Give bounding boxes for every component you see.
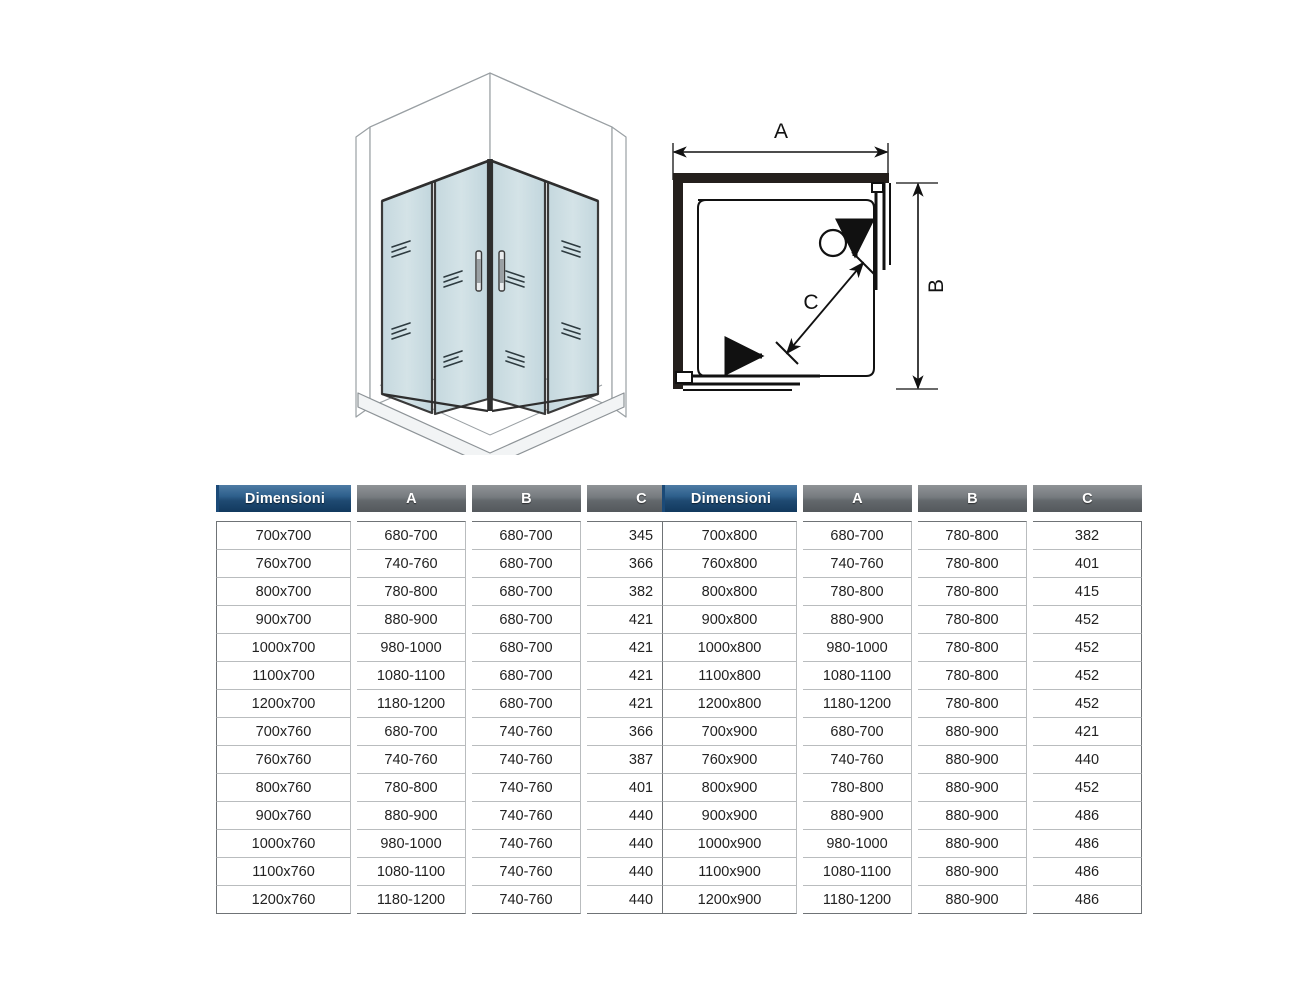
- table-cell-b: 780-800: [918, 521, 1027, 550]
- table-cell-c: 421: [1033, 718, 1142, 746]
- table-cell-b: 680-700: [472, 521, 581, 550]
- table-row: [216, 858, 696, 886]
- corner-mullion: [487, 159, 493, 411]
- table-cell-a: 740-760: [357, 550, 466, 578]
- sliding-panel-right: [872, 183, 890, 290]
- table-cell-dimensioni: 1200x760: [216, 886, 351, 914]
- table-cell-c: 440: [587, 802, 696, 830]
- table-cell-b: 780-800: [918, 606, 1027, 634]
- table-cell-a: 680-700: [357, 718, 466, 746]
- table-header: [216, 485, 696, 512]
- table-cell-c: 440: [587, 858, 696, 886]
- table-cell-c: 382: [1033, 521, 1142, 550]
- table-cell-c: 421: [587, 690, 696, 718]
- table-cell-b: 740-760: [472, 830, 581, 858]
- table-row: [216, 578, 696, 606]
- dimension-b: [896, 183, 948, 389]
- table-cell-a: 880-900: [357, 802, 466, 830]
- drain-icon: [820, 230, 846, 256]
- table-cell-a: 1180-1200: [357, 690, 466, 718]
- door-handle-left[interactable]: [476, 251, 482, 291]
- table-cell-dimensioni: 1000x900: [662, 830, 797, 858]
- table-cell-a: 880-900: [357, 606, 466, 634]
- table-cell-dimensioni: 1100x700: [216, 662, 351, 690]
- table-row: [662, 718, 1142, 746]
- dimensions-table-left-wrap: [216, 485, 696, 914]
- table-cell-b: 740-760: [472, 802, 581, 830]
- table-cell-b: 880-900: [918, 858, 1027, 886]
- table-cell-b: 780-800: [918, 578, 1027, 606]
- table-cell-a: 780-800: [803, 578, 912, 606]
- table-cell-a: 980-1000: [803, 830, 912, 858]
- table-cell-c: 440: [587, 886, 696, 914]
- technical-drawings: [0, 0, 1309, 470]
- table-cell-a: 1180-1200: [803, 690, 912, 718]
- table-row: [662, 662, 1142, 690]
- table-cell-a: 980-1000: [357, 830, 466, 858]
- dimension-a-label: A: [773, 120, 789, 143]
- table-row: [216, 718, 696, 746]
- table-cell-c: 345: [587, 521, 696, 550]
- dimension-a: [673, 120, 888, 180]
- table-row: [662, 578, 1142, 606]
- table-cell-dimensioni: 900x800: [662, 606, 797, 634]
- table-cell-dimensioni: 1100x900: [662, 858, 797, 886]
- table-cell-c: 401: [1033, 550, 1142, 578]
- dimension-c-label: C: [803, 291, 819, 314]
- table-cell-a: 680-700: [357, 521, 466, 550]
- table-cell-c: 382: [587, 578, 696, 606]
- table-cell-dimensioni: 700x800: [662, 521, 797, 550]
- table-cell-a: 880-900: [803, 802, 912, 830]
- table-row: [662, 746, 1142, 774]
- table-row: [662, 774, 1142, 802]
- table-row: [216, 634, 696, 662]
- table-cell-b: 740-760: [472, 886, 581, 914]
- table-cell-dimensioni: 760x800: [662, 550, 797, 578]
- table-cell-dimensioni: 760x700: [216, 550, 351, 578]
- table-row: [662, 886, 1142, 914]
- table-header: [662, 485, 1142, 512]
- table-cell-b: 740-760: [472, 858, 581, 886]
- table-cell-dimensioni: 800x760: [216, 774, 351, 802]
- table-row: [216, 802, 696, 830]
- table-cell-c: 486: [1033, 858, 1142, 886]
- table-cell-a: 1180-1200: [357, 886, 466, 914]
- table-cell-c: 486: [1033, 802, 1142, 830]
- table-cell-b: 680-700: [472, 578, 581, 606]
- table-cell-b: 680-700: [472, 690, 581, 718]
- table-cell-dimensioni: 700x700: [216, 521, 351, 550]
- table-cell-b: 680-700: [472, 550, 581, 578]
- table-row: [216, 662, 696, 690]
- column-header-dimensioni: Dimensioni: [216, 485, 351, 512]
- table-cell-c: 421: [587, 634, 696, 662]
- dimensions-table-right: [662, 485, 1142, 914]
- glass-panel-left-outer: [382, 182, 432, 413]
- table-cell-c: 401: [587, 774, 696, 802]
- table-cell-b: 780-800: [918, 550, 1027, 578]
- table-cell-a: 740-760: [357, 746, 466, 774]
- table-cell-b: 680-700: [472, 634, 581, 662]
- dimensions-table-left: [216, 485, 696, 914]
- table-row: [662, 550, 1142, 578]
- table-cell-dimensioni: 900x700: [216, 606, 351, 634]
- dimension-b-label: B: [925, 278, 948, 294]
- table-row: [662, 802, 1142, 830]
- dimensions-table-right-wrap: [662, 485, 1142, 914]
- table-row: [216, 550, 696, 578]
- column-header-a: A: [357, 485, 466, 512]
- glass-panel-right-outer: [548, 182, 598, 413]
- table-cell-c: 452: [1033, 662, 1142, 690]
- table-row: [662, 606, 1142, 634]
- table-cell-c: 452: [1033, 634, 1142, 662]
- table-cell-c: 452: [1033, 690, 1142, 718]
- table-row: [216, 746, 696, 774]
- table-cell-c: 421: [587, 662, 696, 690]
- table-cell-dimensioni: 1000x800: [662, 634, 797, 662]
- table-body: [216, 521, 696, 914]
- table-cell-a: 740-760: [803, 746, 912, 774]
- table-cell-c: 440: [587, 830, 696, 858]
- table-cell-b: 880-900: [918, 886, 1027, 914]
- column-header-dimensioni: Dimensioni: [662, 485, 797, 512]
- table-cell-dimensioni: 1100x800: [662, 662, 797, 690]
- table-cell-a: 1080-1100: [803, 662, 912, 690]
- table-cell-c: 486: [1033, 886, 1142, 914]
- table-row: [216, 774, 696, 802]
- table-cell-b: 680-700: [472, 662, 581, 690]
- table-row: [662, 858, 1142, 886]
- column-header-c: C: [1033, 485, 1142, 512]
- table-cell-b: 740-760: [472, 718, 581, 746]
- plan-view-drawing: [660, 110, 980, 410]
- table-row: [662, 690, 1142, 718]
- table-cell-a: 780-800: [357, 774, 466, 802]
- table-cell-a: 1080-1100: [803, 858, 912, 886]
- door-handle-right[interactable]: [499, 251, 505, 291]
- table-cell-b: 780-800: [918, 634, 1027, 662]
- table-cell-dimensioni: 760x900: [662, 746, 797, 774]
- table-cell-dimensioni: 800x700: [216, 578, 351, 606]
- table-cell-b: 740-760: [472, 774, 581, 802]
- table-cell-b: 880-900: [918, 830, 1027, 858]
- column-header-b: B: [918, 485, 1027, 512]
- table-row: [662, 521, 1142, 550]
- table-cell-dimensioni: 900x760: [216, 802, 351, 830]
- table-cell-dimensioni: 700x760: [216, 718, 351, 746]
- table-row: [216, 690, 696, 718]
- table-cell-c: 452: [1033, 774, 1142, 802]
- table-cell-c: 387: [587, 746, 696, 774]
- table-cell-b: 780-800: [918, 662, 1027, 690]
- table-cell-a: 980-1000: [803, 634, 912, 662]
- table-cell-b: 740-760: [472, 746, 581, 774]
- table-cell-dimensioni: 800x900: [662, 774, 797, 802]
- table-cell-c: 452: [1033, 606, 1142, 634]
- table-cell-b: 780-800: [918, 690, 1027, 718]
- table-cell-dimensioni: 1100x760: [216, 858, 351, 886]
- table-cell-dimensioni: 1000x760: [216, 830, 351, 858]
- isometric-enclosure-drawing: [340, 55, 630, 455]
- table-cell-b: 880-900: [918, 718, 1027, 746]
- table-cell-dimensioni: 700x900: [662, 718, 797, 746]
- table-cell-dimensioni: 760x760: [216, 746, 351, 774]
- column-header-c: C: [587, 485, 696, 512]
- table-row: [216, 886, 696, 914]
- table-cell-dimensioni: 800x800: [662, 578, 797, 606]
- column-header-a: A: [803, 485, 912, 512]
- table-cell-b: 880-900: [918, 774, 1027, 802]
- sliding-panel-bottom: [676, 372, 820, 390]
- table-cell-c: 366: [587, 718, 696, 746]
- table-cell-b: 880-900: [918, 746, 1027, 774]
- table-cell-a: 780-800: [357, 578, 466, 606]
- table-cell-a: 1180-1200: [803, 886, 912, 914]
- table-cell-a: 680-700: [803, 718, 912, 746]
- column-header-b: B: [472, 485, 581, 512]
- table-row: [216, 830, 696, 858]
- table-cell-a: 1080-1100: [357, 662, 466, 690]
- table-cell-a: 1080-1100: [357, 858, 466, 886]
- table-cell-a: 880-900: [803, 606, 912, 634]
- table-cell-c: 415: [1033, 578, 1142, 606]
- table-row: [216, 521, 696, 550]
- table-row: [662, 634, 1142, 662]
- table-cell-c: 486: [1033, 830, 1142, 858]
- table-cell-c: 440: [1033, 746, 1142, 774]
- table-cell-dimensioni: 1200x800: [662, 690, 797, 718]
- table-cell-a: 680-700: [803, 521, 912, 550]
- table-cell-dimensioni: 900x900: [662, 802, 797, 830]
- table-cell-c: 421: [587, 606, 696, 634]
- table-row: [662, 830, 1142, 858]
- table-cell-b: 680-700: [472, 606, 581, 634]
- shower-tray-outline: [698, 200, 874, 376]
- table-cell-dimensioni: 1000x700: [216, 634, 351, 662]
- table-cell-a: 740-760: [803, 550, 912, 578]
- table-cell-dimensioni: 1200x900: [662, 886, 797, 914]
- table-cell-b: 880-900: [918, 802, 1027, 830]
- table-body: [662, 521, 1142, 914]
- table-cell-a: 980-1000: [357, 634, 466, 662]
- table-cell-c: 366: [587, 550, 696, 578]
- table-row: [216, 606, 696, 634]
- table-cell-a: 780-800: [803, 774, 912, 802]
- table-cell-dimensioni: 1200x700: [216, 690, 351, 718]
